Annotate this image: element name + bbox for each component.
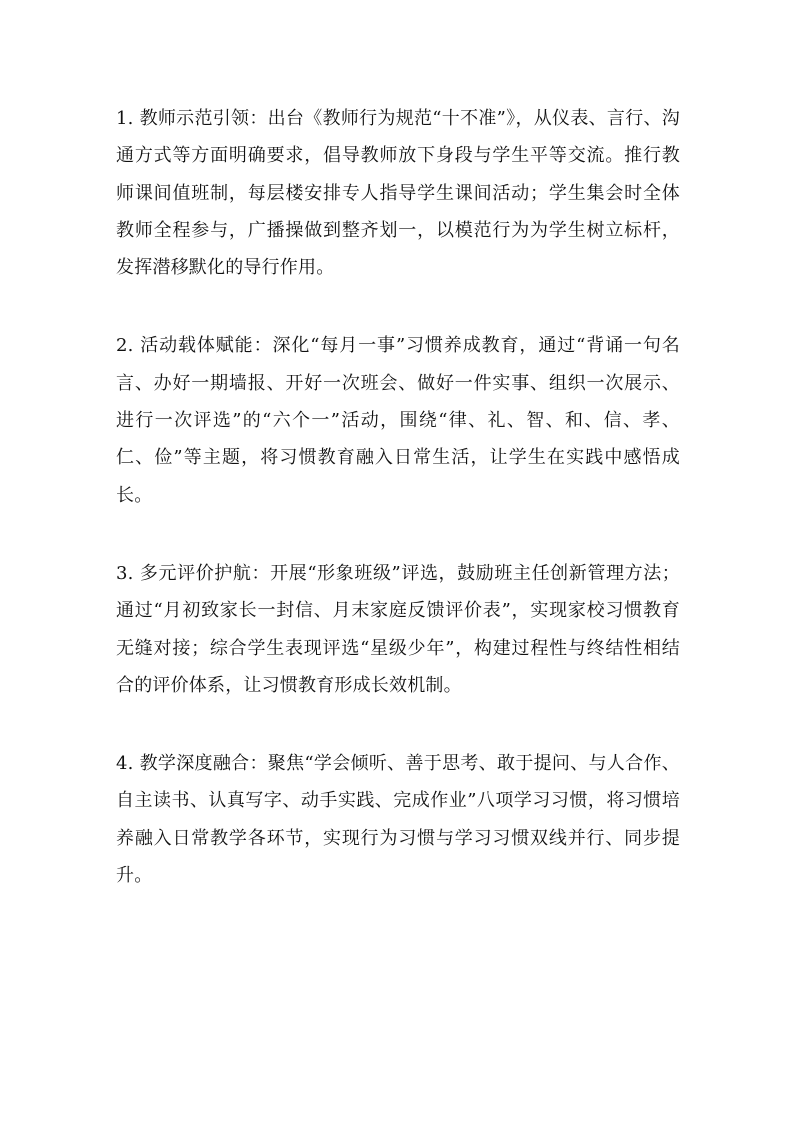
paragraph-teaching-integration: 4. 教学深度融合：聚焦“学会倾听、善于思考、敢于提问、与人合作、自主读书、认真写字、动手实践、完成作业”八项学习习惯，将习惯培养融入日常教学各环节，实现行为习惯与学习习惯双线并行、同步提升。 <box>116 753 680 887</box>
document-body <box>116 100 680 894</box>
paragraph-teacher-role-model: 1. 教师示范引领：出台《教师行为规范“十不准”》，从仪表、言行、沟通方式等方面明确要求，倡导教师放下身段与学生平等交流。推行教师课间值班制，每层楼安排专人指导学生课间活动；学生集会时全体教师全程参与，广播操做到整齐划一，以模范行为为学生树立标杆，发挥潜移默化的导行作用。 <box>116 108 680 279</box>
paragraph-activity-carrier: 2. 活动载体赋能：深化“每月一事”习惯养成教育，通过“背诵一句名言、办好一期墙报、开好一次班会、做好一件实事、组织一次展示、进行一次评选”的“六个一”活动，围绕“律、礼、智、和、信、孝、仁、俭”等主题，将习惯教育融入日常生活，让学生在实践中感悟成长。 <box>116 335 680 506</box>
paragraph-diverse-evaluation: 3. 多元评价护航：开展“形象班级”评选，鼓励班主任创新管理方法；通过“月初致家长一封信、月末家庭反馈评价表”，实现家校习惯教育无缝对接；综合学生表现评选“星级少年”，构建过程性与终结性相结合的评价体系，让习惯教育形成长效机制。 <box>116 562 680 696</box>
